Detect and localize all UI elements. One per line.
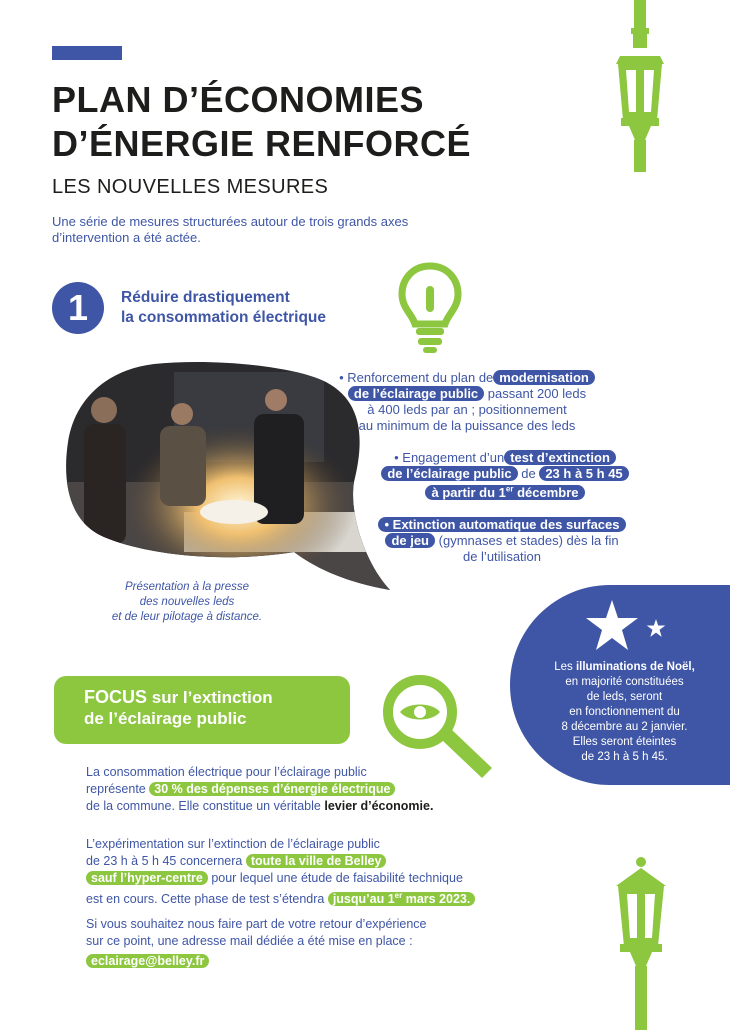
accent-bar	[52, 46, 122, 60]
light-bulb-icon	[398, 262, 462, 354]
star-icon	[584, 598, 640, 652]
highlight-start-date: à partir du 1er décembre	[425, 485, 584, 500]
axis-title-line-2: la consommation électrique	[121, 309, 326, 326]
measure-item-1: • Renforcement du plan de modernisation de l’éclairage public passant 200 leds à 400 leds par an ; positionnement au minimum de la puissance des leds	[312, 370, 622, 434]
small-star-icon	[646, 618, 666, 638]
focus-box: FOCUS sur l’extinction de l’éclairage public	[54, 676, 350, 744]
highlight-hyper-centre: sauf l’hyper-centre	[86, 871, 208, 885]
measure-item-3: • Extinction automatique des surfaces de jeu (gymnases et stades) dès la fin de l’utilisation	[352, 517, 652, 565]
photo-caption	[62, 580, 312, 625]
christmas-lights-text: Les illuminations de Noël, en majorité constituées de leds, seront en fonctionnement du 8 décembre au 2 janvier. Elles seront éteintes de 23 h à 5 h 45.	[554, 661, 695, 763]
highlight-ville-belley: toute la ville de Belley	[246, 854, 387, 868]
highlight-eclairage-public: de l’éclairage public	[348, 386, 484, 401]
paragraph-contact: Si vous souhaitez nous faire part de votre retour d’expérience sur ce point, une adresse mail dédiée a été mise en place : eclairage@belley.fr	[86, 917, 427, 968]
highlight-end-date: jusqu’au 1er mars 2023.	[328, 892, 476, 906]
measure-item-2: • Engagement d’un test d’extinction de l’éclairage public de 23 h à 5 h 45 à partir du 1er décembre	[360, 450, 650, 501]
highlight-hours: 23 h à 5 h 45	[539, 466, 628, 481]
measures-list	[312, 370, 657, 581]
axis-title	[121, 288, 381, 328]
intro-text: Une série de mesures structurées autour de trois grands axes d’intervention a été actée.	[52, 214, 409, 245]
title-line-1: PLAN D’ÉCONOMIES	[52, 79, 425, 120]
email-link[interactable]: eclairage@belley.fr	[86, 954, 209, 968]
highlight-30-percent: 30 % des dépenses d’énergie électrique	[149, 782, 395, 796]
street-lamp-bottom-icon	[610, 856, 672, 1030]
paragraph-experiment: L’expérimentation sur l’extinction de l’éclairage public de 23 h à 5 h 45 concernera toute la ville de Belley sauf l’hyper-centre pour lequel une étude de faisabilité technique est en cours. Cette phase de test s’étendra jusqu’au 1er mars 2023.	[86, 836, 536, 908]
highlight-extinction-auto: • Extinction automatique des surfaces	[378, 517, 625, 532]
highlight-modernisation: modernisation	[493, 370, 595, 385]
highlight-test-extinction: test d’extinction	[504, 450, 616, 465]
street-lamp-icon	[605, 0, 675, 172]
caption-line-3: et de leur pilotage à distance.	[111, 611, 263, 623]
caption-line-1: Présentation à la presse	[124, 581, 250, 593]
highlight-de-jeu: de jeu	[385, 533, 435, 548]
page-subtitle: LES NOUVELLES MESURES	[52, 176, 329, 198]
axis-title-line-1: Réduire drastiquement	[121, 289, 290, 306]
paragraph-consumption: La consommation électrique pour l’éclairage public représente 30 % des dépenses d’énergie électrique de la commune. Elle constitue un véritable levier d’économie.	[86, 765, 434, 813]
axis-number-badge: 1	[52, 282, 104, 334]
caption-line-2: des nouvelles leds	[139, 596, 235, 608]
page-title	[52, 78, 612, 166]
highlight-eclairage-public-2: de l’éclairage public	[381, 466, 517, 481]
title-line-2: D’ÉNERGIE RENFORCÉ	[52, 123, 472, 164]
